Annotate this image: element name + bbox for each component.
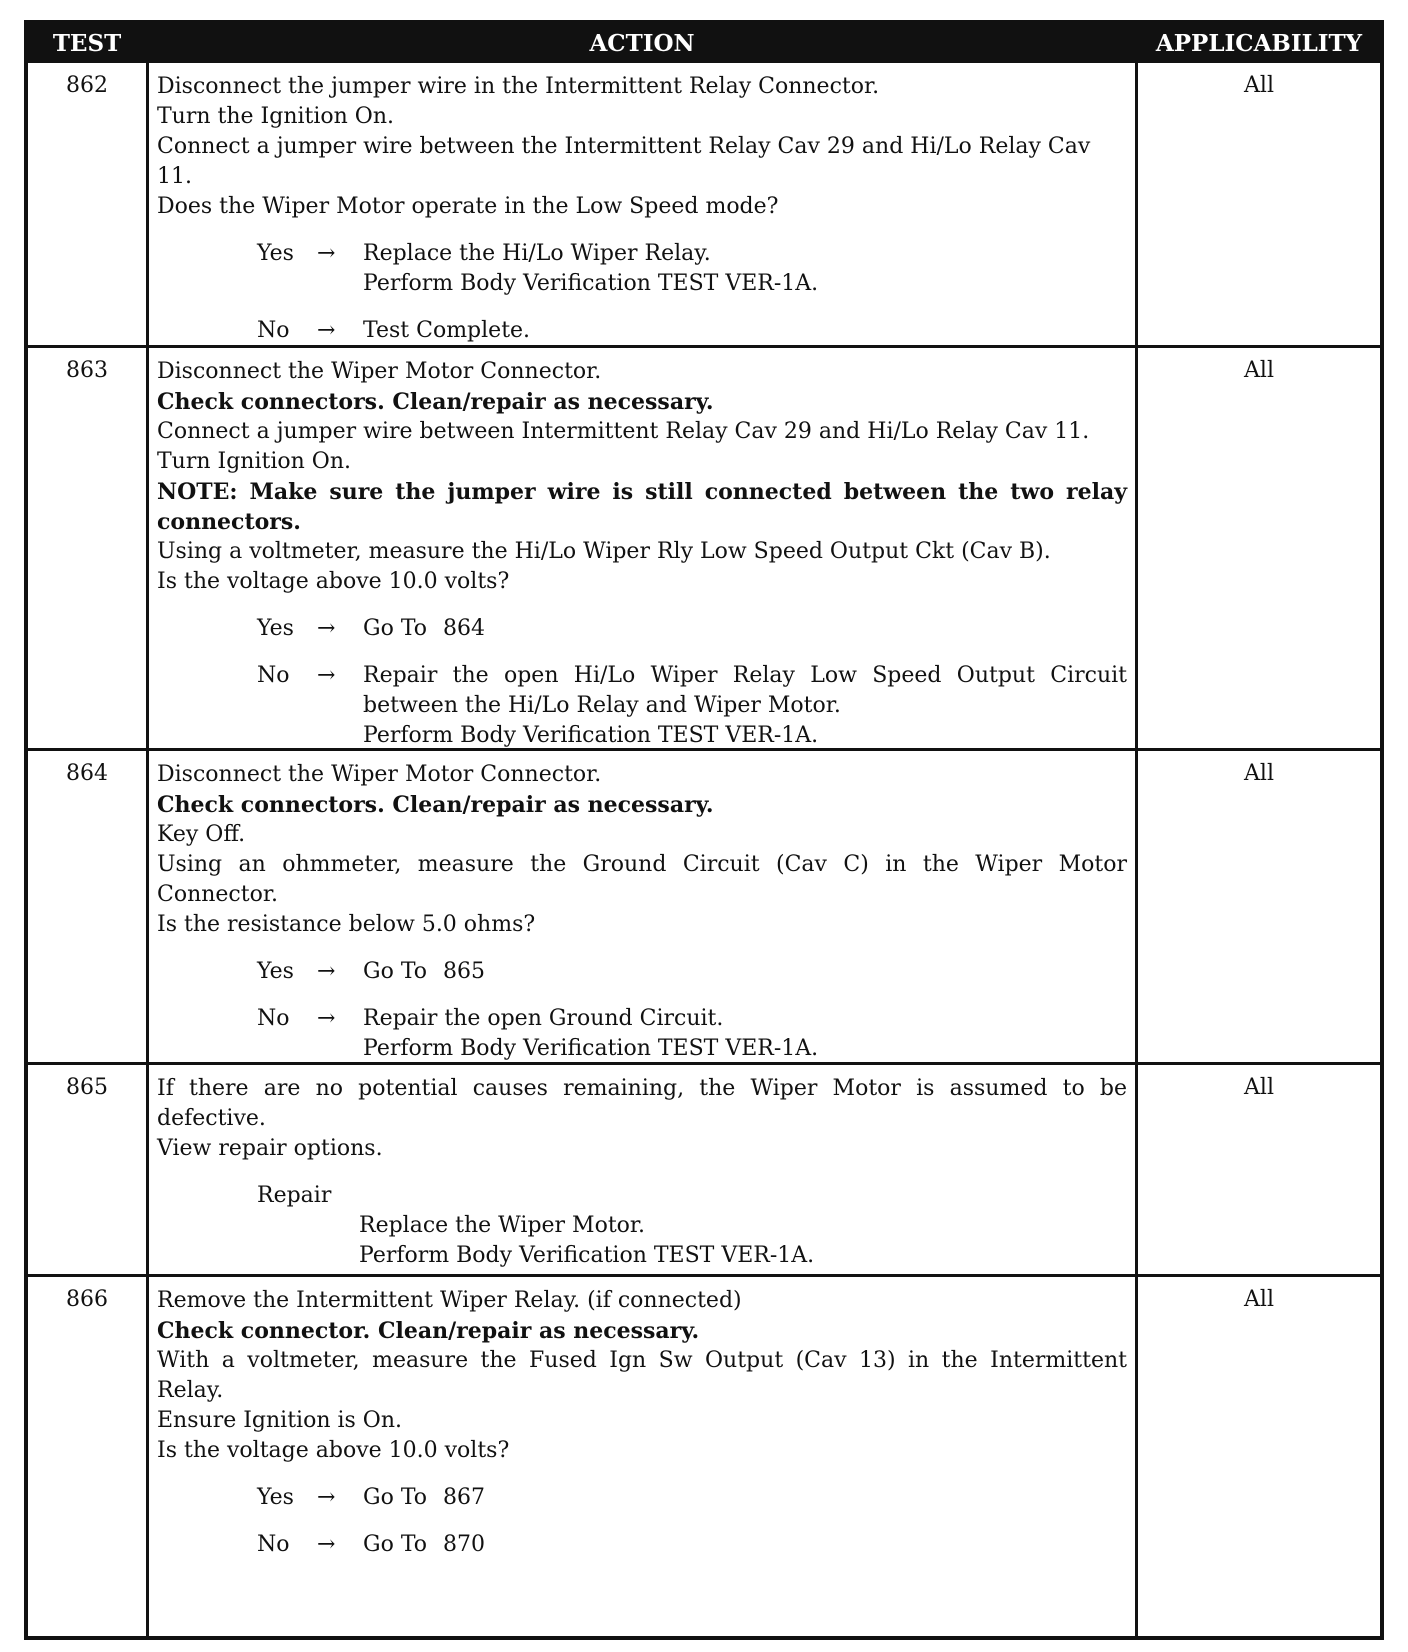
action-line: Disconnect the jumper wire in the Intermittent Relay Connector. <box>157 74 880 99</box>
yes-result: Replace the Hi/Lo Wiper Relay. <box>363 241 711 266</box>
yes-branch <box>157 239 1127 299</box>
arrow-icon: → <box>317 959 336 984</box>
arrow-icon: → <box>317 241 336 266</box>
action-cell <box>146 751 1138 1062</box>
goto-test-link[interactable]: 867 <box>443 1485 486 1510</box>
no-label: No <box>257 1532 290 1557</box>
yes-label: Yes <box>257 241 294 266</box>
goto-test-link[interactable]: 864 <box>443 616 486 641</box>
repair-result: Perform Body Verification TEST VER-1A. <box>359 1243 815 1268</box>
no-result: Repair the open Hi/Lo Wiper Relay Low Speed Output Circuit between the Hi/Lo Relay and Wiper Motor. <box>363 663 1127 718</box>
yes-label: Yes <box>257 616 294 641</box>
repair-result: Replace the Wiper Motor. <box>359 1213 645 1238</box>
arrow-icon: → <box>317 616 336 641</box>
no-branch <box>157 1004 1127 1064</box>
header-applicability: APPLICABILITY <box>1155 30 1363 57</box>
arrow-icon: → <box>317 1485 336 1510</box>
yes-label: Yes <box>257 1485 294 1510</box>
no-branch <box>157 661 1127 751</box>
yes-branch <box>157 957 1127 987</box>
header-test: TEST <box>52 30 122 57</box>
action-line: Does the Wiper Motor operate in the Low Speed mode? <box>157 194 779 219</box>
action-line: Key Off. <box>157 822 246 847</box>
test-number: 862 <box>66 73 108 98</box>
action-line: Ensure Ignition is On. <box>157 1408 402 1433</box>
action-line: With a voltmeter, measure the Fused Ign Sw Output (Cav 13) in the Intermittent Relay. <box>157 1348 1127 1403</box>
action-line: Turn Ignition On. <box>157 449 351 474</box>
action-line: View repair options. <box>157 1136 383 1161</box>
no-label: No <box>257 663 290 688</box>
action-cell <box>146 63 1138 345</box>
table-row <box>28 1065 1380 1277</box>
no-result: Repair the open Ground Circuit. <box>363 1006 724 1031</box>
action-line-bold: Check connectors. Clean/repair as necessary. <box>157 792 714 818</box>
test-number: 863 <box>66 358 108 383</box>
action-line: Is the voltage above 10.0 volts? <box>157 569 510 594</box>
applicability: All <box>1244 761 1274 786</box>
no-result: Perform Body Verification TEST VER-1A. <box>363 1036 819 1061</box>
arrow-icon: → <box>317 663 336 688</box>
action-line-bold: Check connector. Clean/repair as necessary. <box>157 1318 700 1344</box>
action-line: Using a voltmeter, measure the Hi/Lo Wiper Rly Low Speed Output Ckt (Cav B). <box>157 539 1051 564</box>
table-row <box>28 751 1380 1065</box>
goto-label: Go To <box>363 616 428 641</box>
applicability: All <box>1244 73 1274 98</box>
yes-branch <box>157 614 1127 644</box>
diagnostic-table <box>24 20 1384 1640</box>
header-action: ACTION <box>589 30 695 57</box>
applicability: All <box>1244 358 1274 383</box>
action-line: Remove the Intermittent Wiper Relay. (if connected) <box>157 1288 742 1313</box>
arrow-icon: → <box>317 1532 336 1557</box>
action-line: Disconnect the Wiper Motor Connector. <box>157 762 602 787</box>
arrow-icon: → <box>317 318 336 343</box>
test-number: 864 <box>66 761 108 786</box>
no-label: No <box>257 1006 290 1031</box>
action-cell <box>146 348 1138 748</box>
action-line: Is the resistance below 5.0 ohms? <box>157 912 536 937</box>
goto-label: Go To <box>363 959 428 984</box>
goto-label: Go To <box>363 1485 428 1510</box>
table-row <box>28 1277 1380 1636</box>
no-label: No <box>257 318 290 343</box>
no-branch <box>157 1530 1127 1560</box>
applicability: All <box>1244 1075 1274 1100</box>
action-line: Connect a jumper wire between Intermittent Relay Cav 29 and Hi/Lo Relay Cav 11. <box>157 419 1090 444</box>
arrow-icon: → <box>317 1006 336 1031</box>
action-line-bold: Check connectors. Clean/repair as necessary. <box>157 389 714 415</box>
goto-label: Go To <box>363 1532 428 1557</box>
yes-result: Perform Body Verification TEST VER-1A. <box>363 271 819 296</box>
table-row <box>28 348 1380 751</box>
action-line: Turn the Ignition On. <box>157 104 395 129</box>
applicability: All <box>1244 1287 1274 1312</box>
test-number: 866 <box>66 1287 108 1312</box>
action-line: Using an ohmmeter, measure the Ground Circuit (Cav C) in the Wiper Motor Connector. <box>157 852 1127 907</box>
action-line: If there are no potential causes remaining, the Wiper Motor is assumed to be defective. <box>157 1076 1127 1131</box>
action-line: Is the voltage above 10.0 volts? <box>157 1438 510 1463</box>
no-result: Perform Body Verification TEST VER-1A. <box>363 723 819 748</box>
goto-test-link[interactable]: 865 <box>443 959 486 984</box>
test-number: 865 <box>66 1075 108 1100</box>
table-row <box>28 63 1380 348</box>
action-cell <box>146 1065 1138 1274</box>
table-header <box>28 24 1380 63</box>
action-line: Connect a jumper wire between the Intermittent Relay Cav 29 and Hi/Lo Relay Cav 11. <box>157 134 1091 189</box>
repair-label: Repair <box>257 1183 332 1208</box>
note-line: NOTE: Make sure the jumper wire is still connected between the two relay connectors. <box>157 479 1127 535</box>
action-line: Disconnect the Wiper Motor Connector. <box>157 359 602 384</box>
no-branch <box>157 316 1127 346</box>
goto-test-link[interactable]: 870 <box>443 1532 486 1557</box>
yes-branch <box>157 1483 1127 1513</box>
action-cell <box>146 1277 1138 1636</box>
no-result: Test Complete. <box>363 318 531 343</box>
yes-label: Yes <box>257 959 294 984</box>
